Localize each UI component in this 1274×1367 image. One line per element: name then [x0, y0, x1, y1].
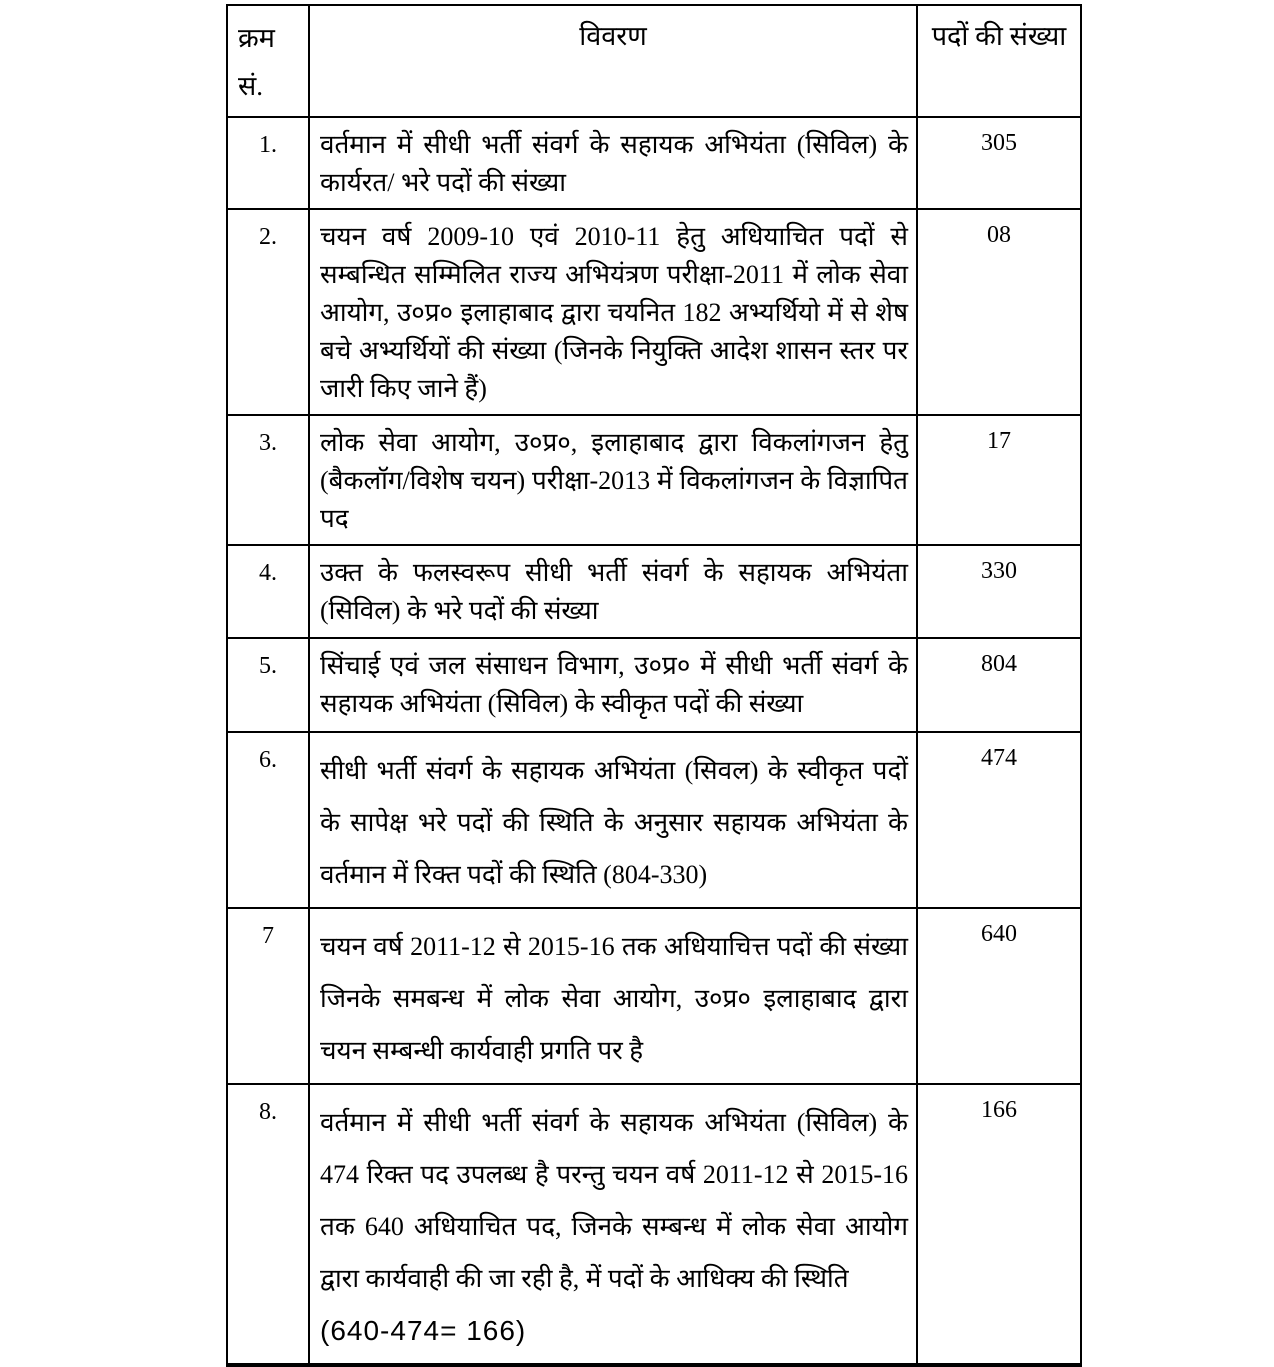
row-serial-number: 6. — [227, 732, 309, 908]
posts-summary-table — [226, 4, 1082, 1367]
header-post-count: पदों की संख्या — [917, 5, 1081, 117]
row-description — [309, 117, 917, 209]
row-description-text: वर्तमान में सीधी भर्ती संवर्ग के सहायक अभियंता (सिविल) के कार्यरत/ भरे पदों की संख्या — [320, 130, 908, 197]
table-row — [227, 1084, 1081, 1365]
row-serial-number: 5. — [227, 638, 309, 732]
row-description-text: सीधी भर्ती संवर्ग के सहायक अभियंता (सिवल) के स्वीकृत पदों के सापेक्ष भरे पदों की स्थिति के अनुसार सहायक अभियंता के वर्तमान में रिक्त पदों की स्थिति (804-330) — [320, 756, 908, 889]
row-description-text: चयन वर्ष 2011-12 से 2015-16 तक अधियाचित्त पदों की संख्या जिनके समबन्ध में लोक सेवा आयोग, उ०प्र० इलाहाबाद द्वारा चयन सम्बन्धी कार्यवाही प्रगति पर है — [320, 932, 908, 1065]
row-description — [309, 545, 917, 638]
table-row — [227, 638, 1081, 732]
row-post-count: 330 — [917, 545, 1081, 638]
row-serial-number: 8. — [227, 1084, 309, 1365]
row-serial-number: 4. — [227, 545, 309, 638]
table-row — [227, 117, 1081, 209]
row-post-count: 17 — [917, 415, 1081, 545]
table-row — [227, 209, 1081, 415]
row-post-count: 474 — [917, 732, 1081, 908]
row-description-text: चयन वर्ष 2009-10 एवं 2010-11 हेतु अधियाचित पदों से सम्बन्धित सम्मिलित राज्य अभियंत्रण परीक्षा-2011 में लोक सेवा आयोग, उ०प्र० इलाहाबाद द्वारा चयनित 182 अभ्यर्थियो में से शेष बचे अभ्यर्थियों की संख्या (जिनके नियुक्ति आदेश शासन स्तर पर जारी किए जाने हैं) — [320, 222, 908, 403]
row-description — [309, 908, 917, 1084]
row-post-count: 640 — [917, 908, 1081, 1084]
row-description-text: वर्तमान में सीधी भर्ती संवर्ग के सहायक अभियंता (सिविल) के 474 रिक्त पद उपलब्ध है परन्तु चयन वर्ष 2011-12 से 2015-16 तक 640 अधियाचित पद, जिनके सम्बन्ध में लोक सेवा आयोग द्वारा कार्यवाही की जा रही है, में पदों के आधिक्य की स्थिति — [320, 1108, 908, 1293]
row-serial-number: 2. — [227, 209, 309, 415]
row-serial-number: 3. — [227, 415, 309, 545]
header-details: विवरण — [309, 5, 917, 117]
row-description — [309, 415, 917, 545]
row-post-count: 804 — [917, 638, 1081, 732]
row-description-text: उक्त के फलस्वरूप सीधी भर्ती संवर्ग के सहायक अभियंता (सिविल) के भरे पदों की संख्या — [320, 558, 908, 625]
table-row — [227, 908, 1081, 1084]
table-row — [227, 545, 1081, 638]
row-formula-text: (640-474= 166) — [320, 1315, 527, 1346]
row-description-text: सिंचाई एवं जल संसाधन विभाग, उ०प्र० में सीधी भर्ती संवर्ग के सहायक अभियंता (सिविल) के स्वीकृत पदों की संख्या — [320, 651, 908, 718]
row-serial-number: 7 — [227, 908, 309, 1084]
row-post-count: 305 — [917, 117, 1081, 209]
table-row — [227, 415, 1081, 545]
header-serial-number: क्रम सं. — [227, 5, 309, 117]
table-header-row — [227, 5, 1081, 117]
row-serial-number: 1. — [227, 117, 309, 209]
row-description — [309, 732, 917, 908]
row-post-count: 166 — [917, 1084, 1081, 1365]
row-description — [309, 209, 917, 415]
row-description-text: लोक सेवा आयोग, उ०प्र०, इलाहाबाद द्वारा विकलांगजन हेतु (बैकलॉग/विशेष चयन) परीक्षा-2013 में विकलांगजन के विज्ञापित पद — [320, 428, 908, 533]
row-description — [309, 1084, 917, 1365]
row-post-count: 08 — [917, 209, 1081, 415]
table-row — [227, 732, 1081, 908]
row-description — [309, 638, 917, 732]
